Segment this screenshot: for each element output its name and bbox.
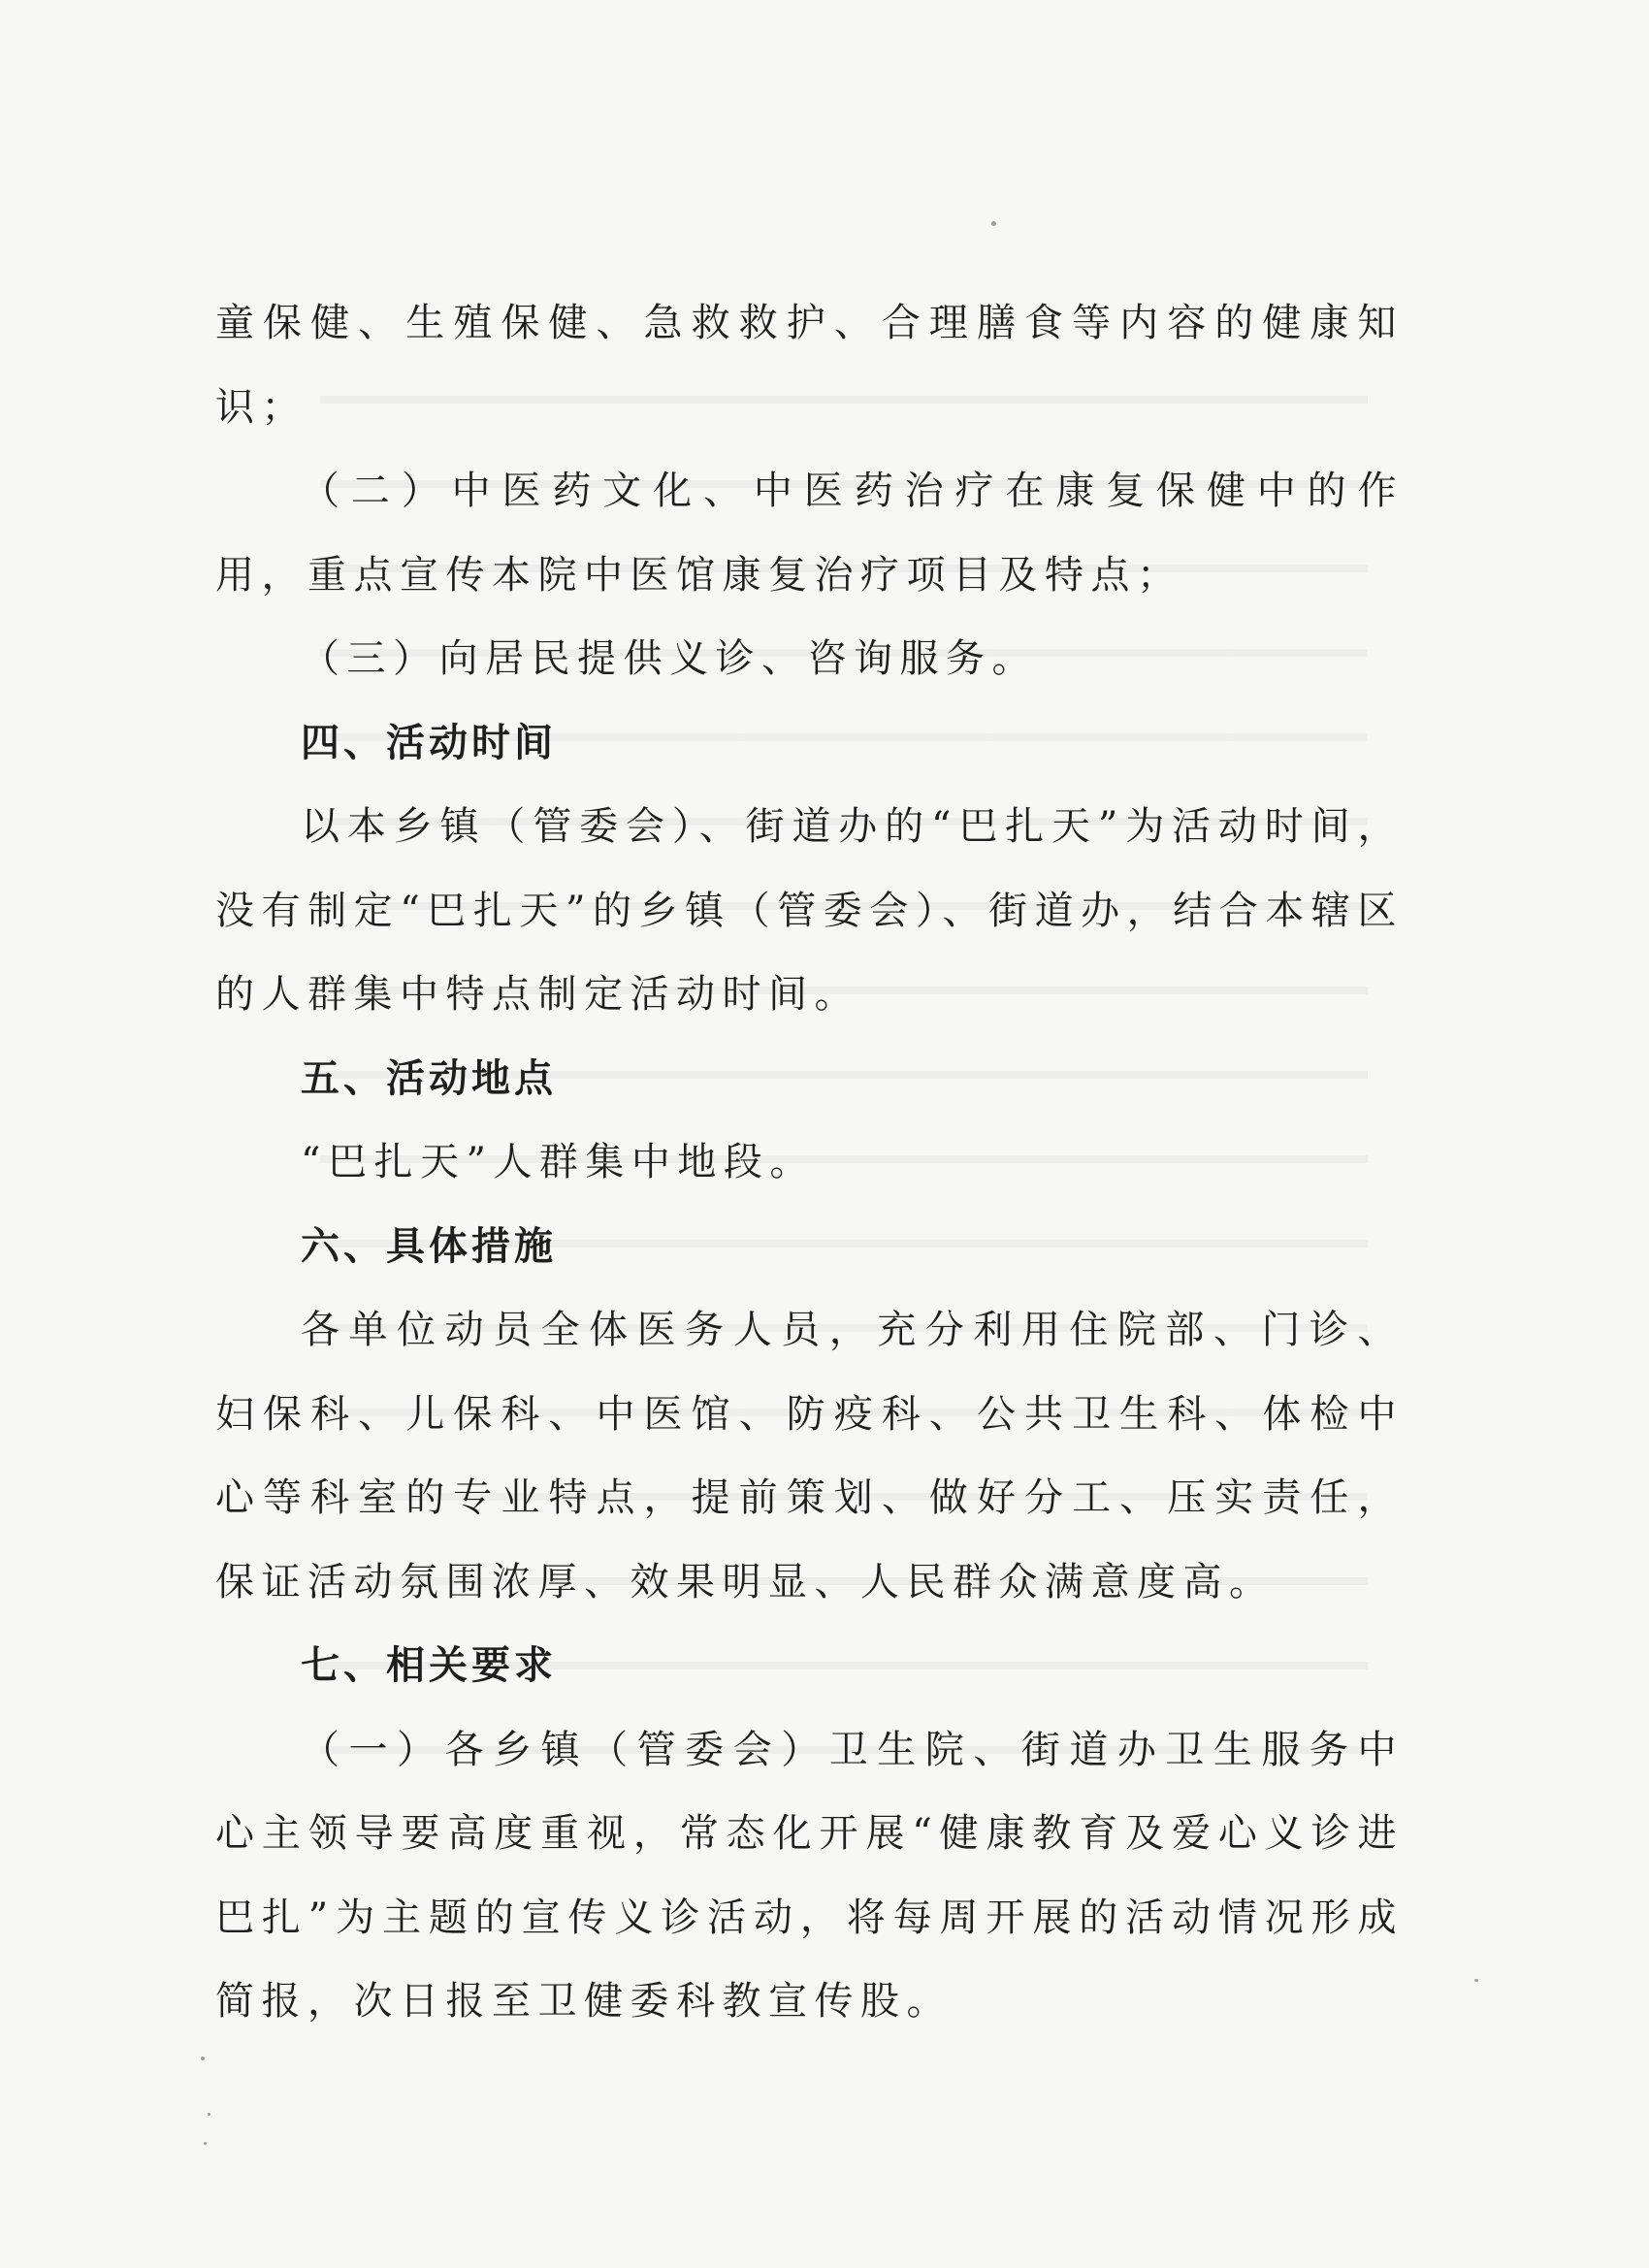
scan-speck	[991, 221, 996, 226]
scan-speck	[1474, 1979, 1478, 1982]
section-heading-location: 五、活动地点	[301, 1055, 557, 1101]
paragraph-time: 以本乡镇（管委会）、街道办的“巴扎天”为活动时间，没有制定“巴扎天”的乡镇（管委会）、街道办，结合本辖区的人群集中特点制定活动时间。	[215, 804, 1404, 1017]
paragraph-continued: 童保健、生殖保健、急救救护、合理膳食等内容的健康知识；	[215, 301, 1404, 430]
paragraph-requirements: （一）各乡镇（管委会）卫生院、街道办卫生服务中心主领导要高度重视，常态化开展“健康教育及爱心义诊进巴扎”为主题的宣传义诊活动，将每周开展的活动情况形成简报，次日报至卫健委科教宣传股。	[215, 1727, 1404, 2024]
section-heading-time: 四、活动时间	[301, 720, 557, 765]
scan-speck	[204, 2142, 207, 2145]
section-heading-measures: 六、具体措施	[301, 1223, 557, 1269]
scan-speck	[208, 2113, 210, 2116]
scan-speck	[201, 2057, 205, 2060]
paragraph-item-3: （三）向居民提供义诊、咨询服务。	[301, 636, 1038, 681]
paragraph-location: “巴扎天”人群集中地段。	[301, 1140, 816, 1184]
paragraph-item-2: （二）中医药文化、中医药治疗在康复保健中的作用，重点宣传本院中医馆康复治疗项目及特点；	[215, 469, 1404, 598]
paragraph-measures: 各单位动员全体医务人员，充分利用住院部、门诊、妇保科、儿保科、中医馆、防疫科、公共卫生科、体检中心等科室的专业特点，提前策划、做好分工、压实责任，保证活动氛围浓厚、效果明显、人民群众满意度高。	[215, 1308, 1404, 1604]
document-body	[215, 281, 1404, 2044]
section-heading-requirements: 七、相关要求	[301, 1643, 557, 1688]
